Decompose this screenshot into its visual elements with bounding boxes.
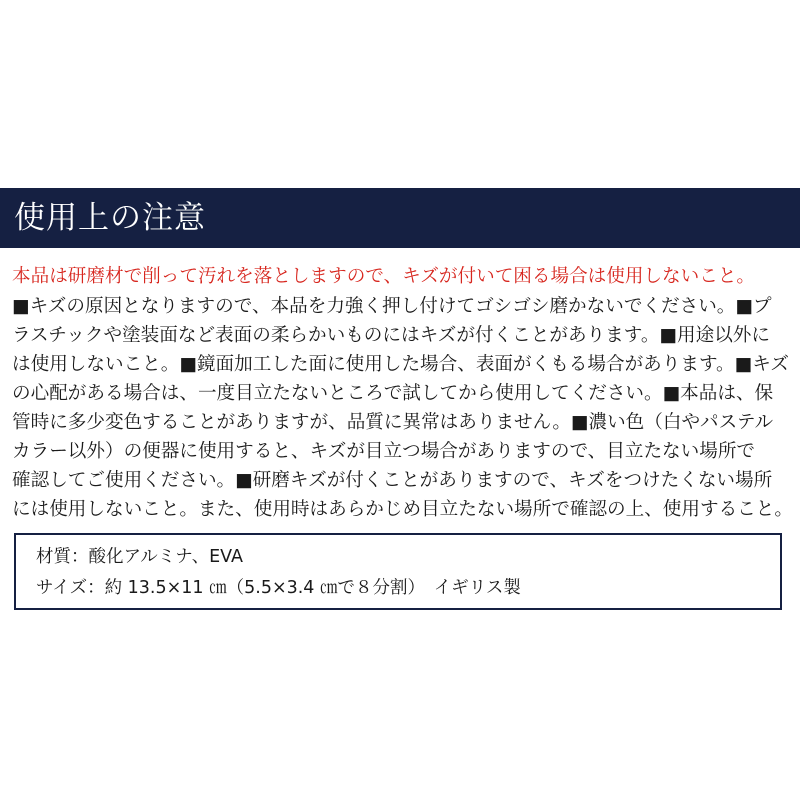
size-spec: サイズ：約 13.5×11 ㎝（5.5×3.4 ㎝で８分割） イギリス製 [36,578,521,598]
caution-line: の心配がある場合は、一度目立たないところで試してから使用してください。■本品は、保 [12,383,774,404]
caution-line: 管時に多少変色することがありますが、品質に異常はありません。■濃い色（白やパステル [12,412,774,433]
warning-text: 本品は研磨材で削って汚れを落としますので、キズが付いて困る場合は使用しないこと。 [12,266,756,287]
caution-line: ■キズの原因となりますので、本品を力強く押し付けてゴシゴシ磨かないでください。■プ [12,296,772,317]
caution-line: ラスチックや塗装面など表面の柔らかいものにはキズが付くことがあります。■用途以外に [12,325,770,346]
caution-line: 確認してご使用ください。■研磨キズが付くことがありますので、キズをつけたくない場所 [12,470,773,491]
spec-box [14,533,782,610]
caution-line: には使用しないこと。また、使用時はあらかじめ目立たない場所で確認の上、使用すること。 [12,499,793,520]
material-spec: 材質：酸化アルミナ、EVA [36,547,243,567]
caution-body [12,292,792,524]
caution-line: は使用しないこと。■鏡面加工した面に使用した場合、表面がくもる場合があります。■キズ [12,354,790,375]
header-bar [0,188,800,248]
page-title: 使用上の注意 [14,200,206,236]
caution-line: カラー以外）の便器に使用すると、キズが目立つ場合がありますので、目立たない場所で [12,441,756,462]
